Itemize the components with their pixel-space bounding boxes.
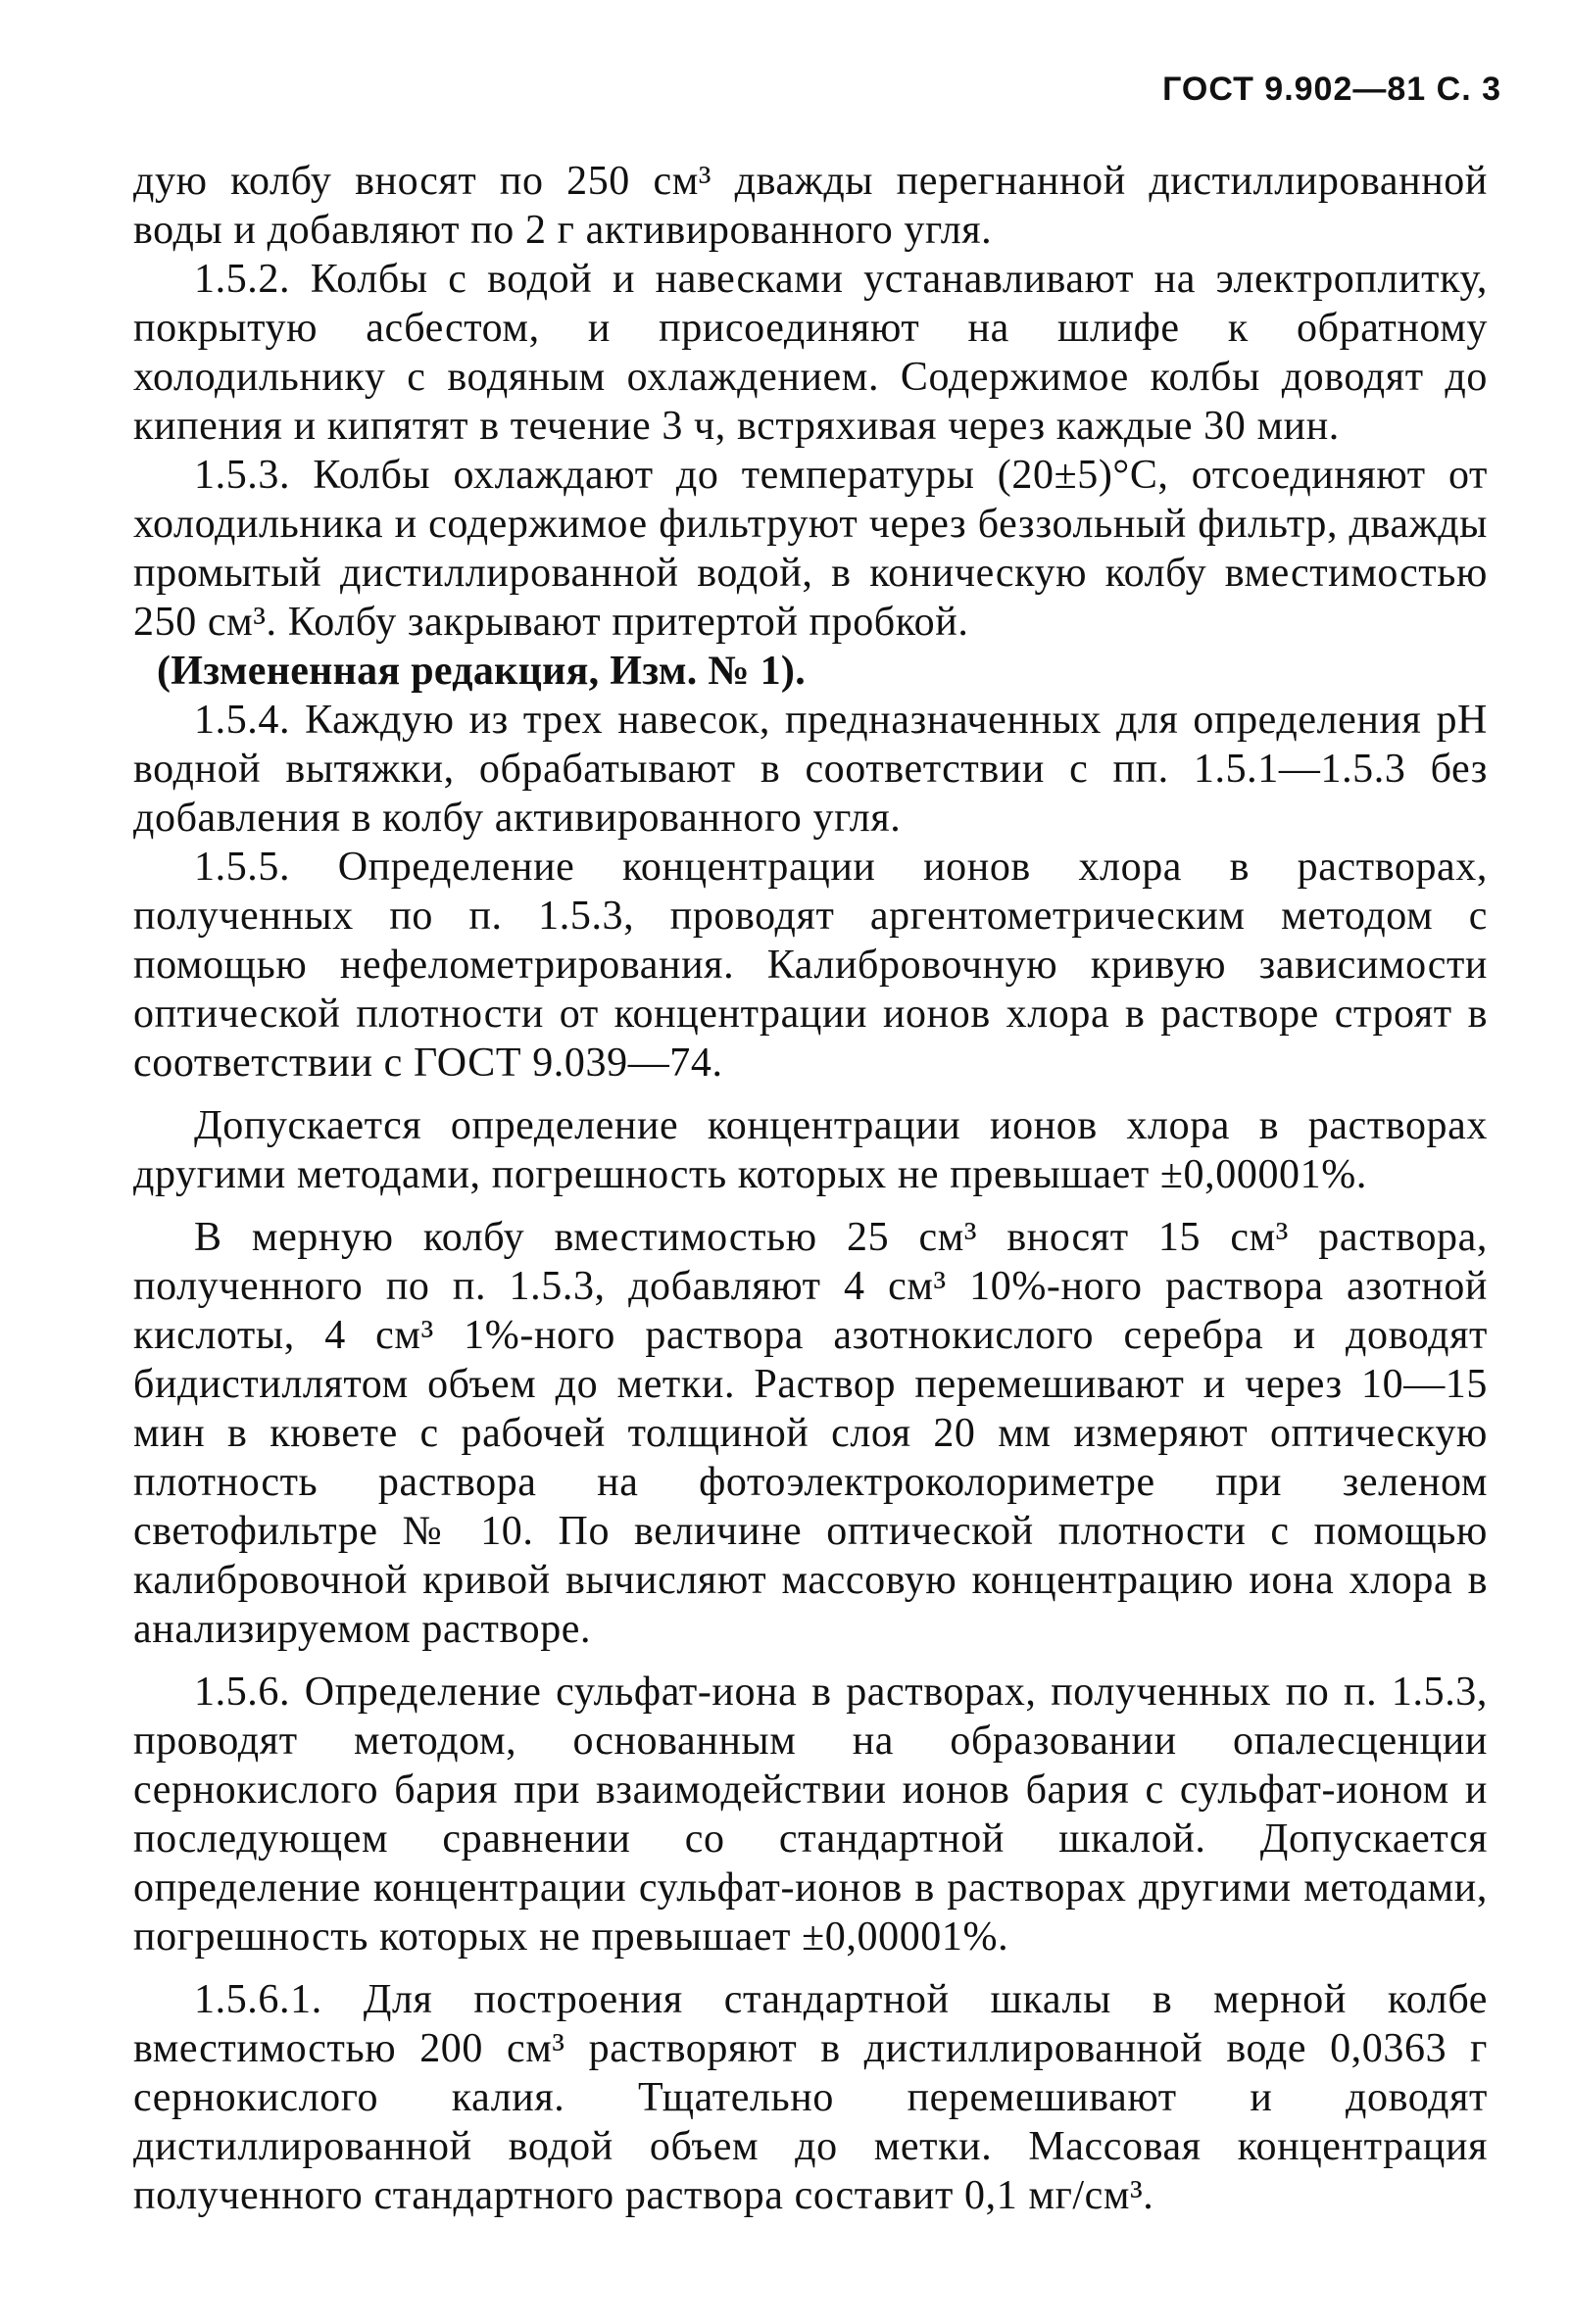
paragraph-1-5-4: 1.5.4. Каждую из трех навесок, предназначенных для определения рН водной вытяжки, обрабатывают в соответствии с пп. 1.5.1—1.5.3 без добавления в колбу активированного угля.: [133, 698, 1488, 841]
paragraph-1-5-2: 1.5.2. Колбы с водой и навесками устанавливают на электроплитку, покрытую асбестом, и присоединяют на шлифе к обратному холодильнику с водяным охлаждением. Содержимое колбы доводят до кипения и кипятят в течение 3 ч, встряхивая через каждые 30 мин.: [133, 257, 1488, 449]
running-header: ГОСТ 9.902—81 С. 3: [1162, 71, 1501, 108]
paragraph-chloride-alternatives: Допускается определение концентрации ионов хлора в растворах другими методами, погрешность которых не превышает ±0,00001%.: [133, 1103, 1488, 1197]
paragraph-1-5-5: 1.5.5. Определение концентрации ионов хлора в растворах, полученных по п. 1.5.3, проводят аргентометрическим методом с помощью нефелометрирования. Калибровочную кривую зависимости оптической плотности от концентрации ионов хлора в растворе строят в соответствии с ГОСТ 9.039—74.: [133, 845, 1488, 1086]
paragraph-1-5-6-1: 1.5.6.1. Для построения стандартной шкалы в мерной колбе вместимостью 200 см³ растворяют в дистиллированной воде 0,0363 г сернокислого калия. Тщательно перемешивают и доводят дистиллированной водой объем до метки. Массовая концентрация полученного стандартного раствора составит 0,1 мг/см³.: [133, 1977, 1488, 2218]
paragraph-continuation: дую колбу вносят по 250 см³ дважды перегнанной дистиллированной воды и добавляют по 2 г активированного угля.: [133, 159, 1488, 253]
amendment-note: (Измененная редакция, Изм. № 1).: [157, 649, 807, 694]
paragraph-chloride-procedure: В мерную колбу вместимостью 25 см³ вносят 15 см³ раствора, полученного по п. 1.5.3, добавляют 4 см³ 10%-ного раствора азотной кислоты, 4 см³ 1%-ного раствора азотнокислого серебра и доводят бидистиллятом объем до метки. Раствор перемешивают и через 10—15 мин в кювете с рабочей толщиной слоя 20 мм измеряют оптическую плотность раствора на фотоэлектроколориметре при зеленом светофильтре № 10. По величине оптической плотности с помощью калибровочной кривой вычисляют массовую концентрацию иона хлора в анализируемом растворе.: [133, 1215, 1488, 1652]
paragraph-1-5-3: 1.5.3. Колбы охлаждают до температуры (20±5)°С, отсоединяют от холодильника и содержимое фильтруют через беззольный фильтр, дважды промытый дистиллированной водой, в коническую колбу вместимостью 250 см³. Колбу закрывают притертой пробкой.: [133, 453, 1488, 645]
document-body: [133, 157, 1488, 2220]
paragraph-1-5-6: 1.5.6. Определение сульфат-иона в растворах, полученных по п. 1.5.3, проводят методом, основанным на образовании опалесценции сернокислого бария при взаимодействии ионов бария с сульфат-ионом и последующем сравнении со стандартной шкалой. Допускается определение концентрации сульфат-ионов в растворах другими методами, погрешность которых не превышает ±0,00001%.: [133, 1670, 1488, 1960]
